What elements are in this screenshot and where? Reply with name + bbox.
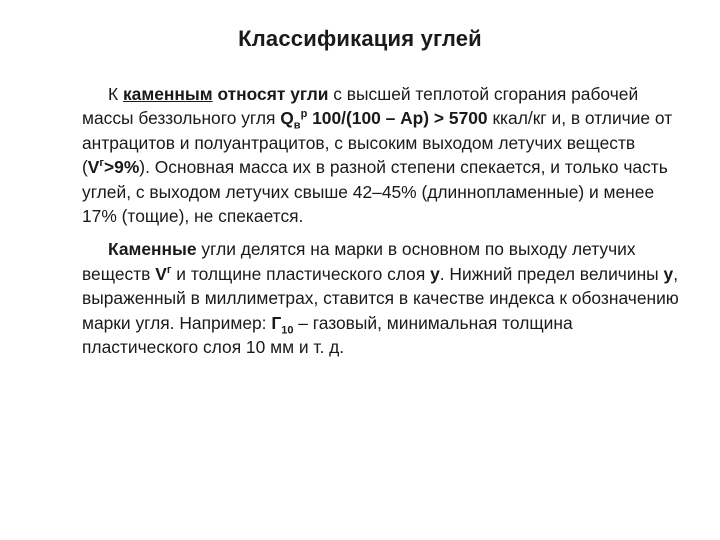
formula-q-letter: Q bbox=[280, 108, 294, 129]
text-run: с высшей теплотой сгорания рабочей массы беззольного угля bbox=[82, 84, 639, 129]
formula-v-threshold: >9% bbox=[104, 157, 140, 178]
formula-v bbox=[155, 264, 171, 284]
formula-v bbox=[88, 157, 140, 177]
text-run: и толщине пластического слоя bbox=[171, 263, 431, 284]
symbol-y: у bbox=[430, 263, 440, 284]
text-run: ккал/кг и, в отличие от антрацитов и полуантрацитов, с высоким выходом летучих веществ ( bbox=[82, 108, 673, 178]
slide-title: Классификация углей bbox=[238, 26, 482, 51]
text-run: К bbox=[108, 84, 123, 104]
term-kamennym: каменным bbox=[122, 84, 213, 104]
text-run: . Нижний предел величины bbox=[439, 263, 664, 284]
text-run: угли делятся на марки в основном по выходу летучих веществ bbox=[82, 239, 636, 284]
text-run: , выраженный в миллиметрах, ставится в качестве индекса к обозначению марки угля. Например: bbox=[82, 263, 679, 333]
text-run: – газовый, минимальная толщина пластического слоя 10 мм и т. д. bbox=[82, 312, 573, 358]
formula-q-expression: 100/(100 – Ар) > 5700 bbox=[307, 108, 488, 129]
formula-q-subscript: в bbox=[293, 119, 301, 132]
term-kamennye: Каменные bbox=[108, 239, 197, 260]
paragraph-coal-grades bbox=[82, 237, 682, 359]
symbol-y: у bbox=[663, 263, 674, 284]
slide-body bbox=[82, 82, 682, 368]
text-run: ). Основная масса их в разной степени спекается, и только часть углей, с выходом летучих свыше 42–45% (длиннопламенные) и менее 17% (тощие), не спекается. bbox=[82, 157, 668, 227]
formula-v-superscript: г bbox=[99, 157, 104, 170]
grade-g10 bbox=[271, 312, 294, 337]
formula-v-superscript: г bbox=[166, 264, 172, 277]
paragraph-coal-definition bbox=[82, 82, 682, 228]
term-otnosyat-ugli: относят угли bbox=[217, 84, 329, 104]
formula-q bbox=[280, 108, 488, 132]
formula-v-letter: V bbox=[155, 263, 167, 284]
formula-v-letter: V bbox=[87, 157, 100, 178]
grade-index: 10 bbox=[281, 324, 294, 337]
grade-letter: Г bbox=[271, 312, 282, 333]
formula-q-superscript: р bbox=[300, 108, 308, 121]
